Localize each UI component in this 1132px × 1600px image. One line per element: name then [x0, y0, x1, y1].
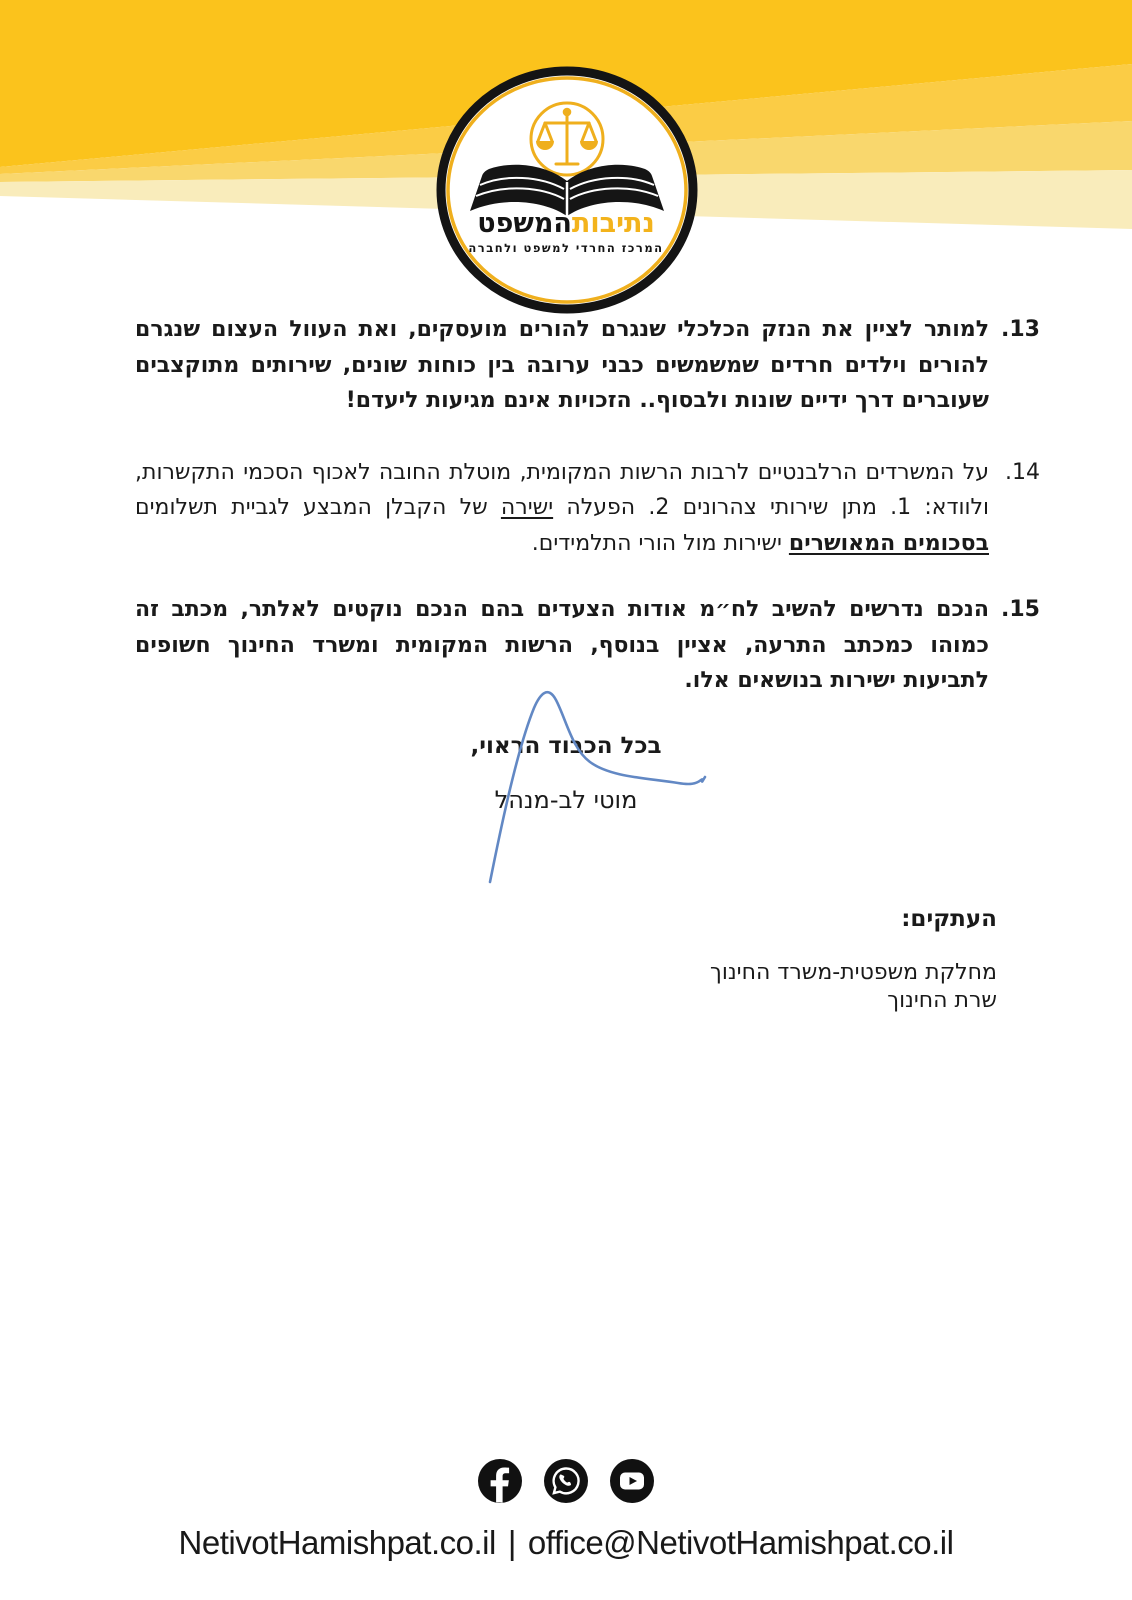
paragraph-15-text: הנכם נדרשים להשיב לח״מ אודות הצעדים בהם הנכם נוקטים לאלתר, מכתב זה כמוהו כמכתב התרעה, אציין בנוסף, הרשות המקומית ומשרד החינוך חשופים לתביעות ישירות בנושאים אלו. — [135, 597, 989, 693]
logo-wordmark — [0, 210, 1132, 237]
copies-heading: העתקים: — [901, 906, 997, 932]
footer-separator: | — [507, 1524, 516, 1561]
social-icons-row — [0, 1459, 1132, 1503]
footer-email-link[interactable]: office@NetivotHamishpat.co.il — [527, 1524, 954, 1561]
paragraph-13-number: 13. — [1001, 317, 1040, 342]
paragraph-14-number: 14. — [1005, 459, 1040, 485]
paragraph-13-text: למותר לציין את הנזק הכלכלי שנגרם להורים מועסקים, ואת העוול העצום שנגרם להורים וילדים חרדים שמשמשים כבני ערובה בין כוחות שונים, שירותים מתוקצבים שעוברים דרך ידיים שונות ולבסוף.. הזכויות אינם מגיעות ליעדם! — [135, 317, 989, 413]
logo-wordmark-second: המשפט — [477, 208, 572, 239]
copies-item: מחלקת משפטית-משרד החינוך — [710, 960, 997, 985]
paragraph-13 — [135, 312, 1040, 419]
signer-name: מוטי לב-מנהל — [494, 786, 638, 814]
logo-tagline: המרכז החרדי למשפט ולחברה — [468, 241, 664, 255]
footer-contact-line — [0, 1524, 1132, 1562]
copies-list — [710, 959, 997, 1015]
paragraph-15-number: 15. — [1001, 597, 1040, 622]
facebook-icon[interactable] — [478, 1459, 522, 1503]
signature-image — [468, 656, 718, 894]
paragraph-14-text: על המשרדים הרלבנטיים לרבות הרשות המקומית, מוטלת החובה לאכוף הסכמי התקשרות, ולוודא: 1. מתן שירותי צהרונים 2. הפעלה ישירה של הקבלן המבצע לגביית תשלומים בסכומים המאושרים ישירות מול הורי התלמידים. — [135, 459, 990, 556]
paragraph-14 — [135, 455, 1040, 562]
header-banner — [0, 0, 1132, 330]
youtube-icon[interactable] — [610, 1459, 654, 1503]
footer-website-link[interactable]: NetivotHamishpat.co.il — [178, 1524, 496, 1561]
whatsapp-icon[interactable] — [544, 1459, 588, 1503]
copies-item: שרת החינוך — [887, 988, 997, 1013]
letter-body — [135, 312, 1040, 699]
copies-block — [710, 906, 997, 1015]
logo-wordmark-first: נתיבות — [571, 208, 655, 239]
closing-salutation: בכל הכבוד הראוי, — [470, 733, 662, 759]
